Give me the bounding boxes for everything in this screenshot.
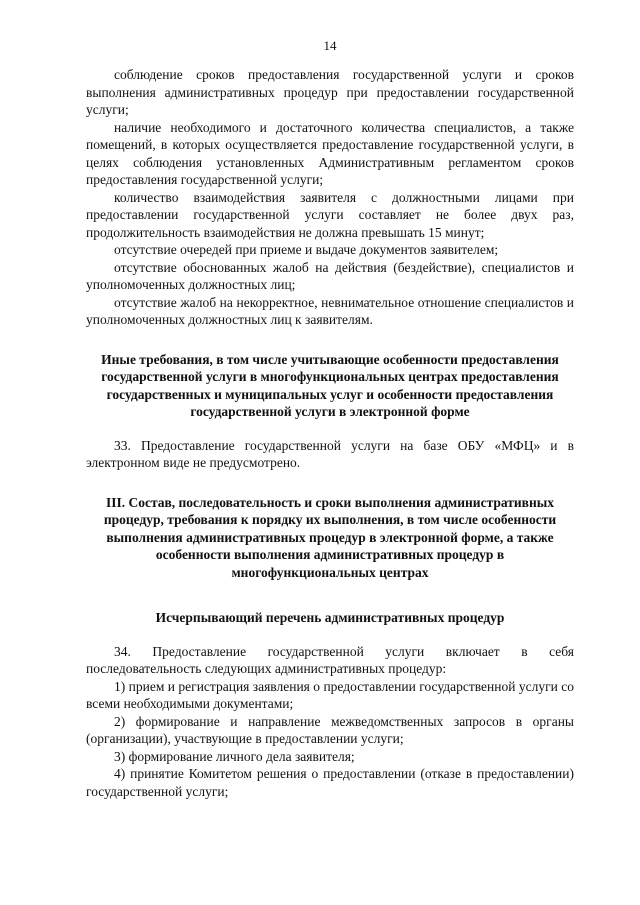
paragraph: отсутствие жалоб на некорректное, невнимательное отношение специалистов и уполномоченных должностных лиц к заявителям.	[86, 294, 574, 327]
list-item: 2) формирование и направление межведомственных запросов в органы (организации), участвующие в предоставлении услуги;	[86, 713, 574, 746]
paragraph: соблюдение сроков предоставления государственной услуги и сроков выполнения административных процедур при предоставлении государственной услуги;	[86, 67, 574, 117]
page-number: 14	[323, 38, 337, 53]
chapter-heading: III. Состав, последовательность и сроки выполнения административных процедур, требования к порядку их выполнения, в том числе особенности выполнения административных процедур в электронной форме, а также особенности выполнения административных процедур в многофункциональных центрах	[103, 494, 557, 580]
paragraph: отсутствие очередей при приеме и выдаче документов заявителем;	[114, 242, 499, 257]
paragraph: 33. Предоставление государственной услуги на базе ОБУ «МФЦ» и в электронном виде не предусмотрено.	[86, 437, 574, 470]
paragraph: количество взаимодействия заявителя с должностными лицами при предоставлении государственной услуги составляет не более двух раз, продолжительность взаимодействия не должна превышать 15 минут;	[86, 189, 574, 240]
paragraph: отсутствие обоснованных жалоб на действия (бездействие), специалистов и уполномоченных должностных лиц;	[86, 259, 574, 292]
paragraph: 34. Предоставление государственной услуги включает в себя последовательность следующих административных процедур:	[86, 643, 574, 676]
subsection-heading: Исчерпывающий перечень административных процедур	[155, 610, 505, 625]
list-item: 1) прием и регистрация заявления о предоставлении государственной услуги со всеми необходимыми документами;	[86, 678, 574, 711]
list-item: 4) принятие Комитетом решения о предоставлении (отказе в предоставлении) государственной услуги;	[86, 766, 574, 799]
list-item: 3) формирование личного дела заявителя;	[114, 748, 355, 764]
paragraph: наличие необходимого и достаточного количества специалистов, а также помещений, в которых осуществляется предоставление государственной услуги, в целях соблюдения установленных Административным регламентом сроков предоставления государственной услуги;	[86, 119, 574, 187]
section-heading: Иные требования, в том числе учитывающие особенности предоставления государственной услуги в многофункциональных центрах предоставления государственных и муниципальных услуг и особенности предоставления государственной услуги в электронной форме	[101, 351, 559, 419]
